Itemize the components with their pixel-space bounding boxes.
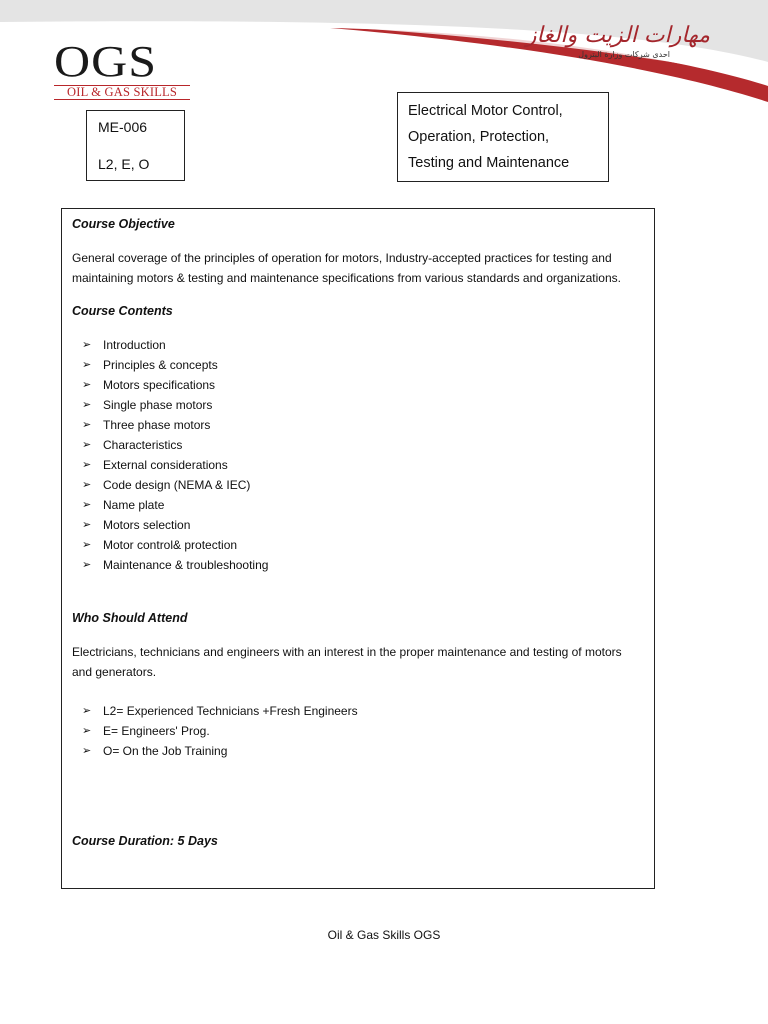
arrow-bullet-icon: ➢ bbox=[82, 745, 92, 757]
list-item-text: Motors selection bbox=[103, 518, 191, 532]
list-item bbox=[82, 475, 630, 495]
arrow-bullet-icon: ➢ bbox=[82, 339, 92, 351]
arrow-bullet-icon: ➢ bbox=[82, 539, 92, 551]
list-item-text: Code design (NEMA & IEC) bbox=[103, 478, 251, 492]
objective-text: General coverage of the principles of operation for motors, Industry-accepted practices for testing and maintaining motors & testing and maintenance specifications from various standards and organizations. bbox=[72, 251, 621, 285]
list-item bbox=[82, 395, 630, 415]
logo-main-text: OGS bbox=[54, 36, 158, 86]
list-item-text: External considerations bbox=[103, 458, 228, 472]
arrow-bullet-icon: ➢ bbox=[82, 705, 92, 717]
course-code-number: 006 bbox=[123, 119, 148, 135]
list-item-text: Introduction bbox=[103, 338, 166, 352]
course-duration: Course Duration: 5 Days bbox=[72, 834, 218, 848]
arrow-bullet-icon: ➢ bbox=[82, 399, 92, 411]
list-item-text: Motor control& protection bbox=[103, 538, 238, 552]
list-item-text: O= On the Job Training bbox=[103, 744, 228, 758]
arrow-bullet-icon: ➢ bbox=[82, 359, 92, 371]
arrow-bullet-icon: ➢ bbox=[82, 419, 92, 431]
attend-list bbox=[72, 701, 630, 761]
course-title-line: Electrical Motor Control, bbox=[408, 103, 563, 119]
course-title-line: Testing and Maintenance bbox=[408, 155, 570, 171]
arrow-bullet-icon: ➢ bbox=[82, 519, 92, 531]
course-code bbox=[98, 117, 184, 137]
list-item-text: Name plate bbox=[103, 498, 165, 512]
course-title-box bbox=[397, 92, 609, 182]
objective-heading: Course Objective bbox=[72, 217, 175, 231]
list-item-text: L2= Experienced Technicians +Fresh Engineers bbox=[103, 704, 358, 718]
course-code-box bbox=[86, 110, 185, 181]
list-item bbox=[82, 701, 630, 721]
list-item-text: Motors specifications bbox=[103, 378, 216, 392]
arrow-bullet-icon: ➢ bbox=[82, 439, 92, 451]
arrow-bullet-icon: ➢ bbox=[82, 479, 92, 491]
arrow-bullet-icon: ➢ bbox=[82, 499, 92, 511]
page-footer: Oil & Gas Skills OGS bbox=[327, 928, 441, 942]
arabic-brand-title: مهارات الزيت والغاز bbox=[525, 23, 710, 48]
arrow-bullet-icon: ➢ bbox=[82, 379, 92, 391]
list-item-text: Principles & concepts bbox=[103, 358, 218, 372]
attend-heading: Who Should Attend bbox=[72, 611, 188, 625]
list-item-text: Single phase motors bbox=[103, 398, 213, 412]
list-item bbox=[82, 335, 630, 355]
arrow-bullet-icon: ➢ bbox=[82, 725, 92, 737]
list-item bbox=[82, 721, 630, 741]
list-item bbox=[82, 415, 630, 435]
arrow-bullet-icon: ➢ bbox=[82, 559, 92, 571]
arrow-bullet-icon: ➢ bbox=[82, 459, 92, 471]
attend-text: Electricians, technicians and engineers with an interest in the proper maintenance and testing of motors and generators. bbox=[72, 645, 622, 679]
list-item bbox=[82, 495, 630, 515]
arabic-brand-subtitle: احدى شركات وزارة البترول bbox=[578, 50, 670, 59]
contents-heading: Course Contents bbox=[72, 304, 173, 318]
course-levels: L2, E, O bbox=[98, 156, 150, 172]
course-details-box bbox=[61, 208, 655, 889]
logo-subtitle: OIL & GAS SKILLS bbox=[54, 85, 190, 100]
list-item bbox=[82, 555, 630, 575]
list-item bbox=[82, 375, 630, 395]
ogs-logo bbox=[54, 36, 190, 99]
list-item-text: Three phase motors bbox=[103, 418, 211, 432]
list-item bbox=[82, 355, 630, 375]
list-item bbox=[82, 741, 630, 761]
list-item bbox=[82, 435, 630, 455]
list-item-text: E= Engineers' Prog. bbox=[103, 724, 210, 738]
list-item-text: Characteristics bbox=[103, 438, 183, 452]
course-title-line: Operation, Protection, bbox=[408, 129, 550, 145]
course-code-prefix: ME- bbox=[98, 119, 124, 135]
list-item bbox=[82, 535, 630, 555]
list-item-text: Maintenance & troubleshooting bbox=[103, 558, 269, 572]
list-item bbox=[82, 455, 630, 475]
arabic-brand bbox=[490, 22, 710, 60]
list-item bbox=[82, 515, 630, 535]
contents-list bbox=[72, 335, 630, 575]
